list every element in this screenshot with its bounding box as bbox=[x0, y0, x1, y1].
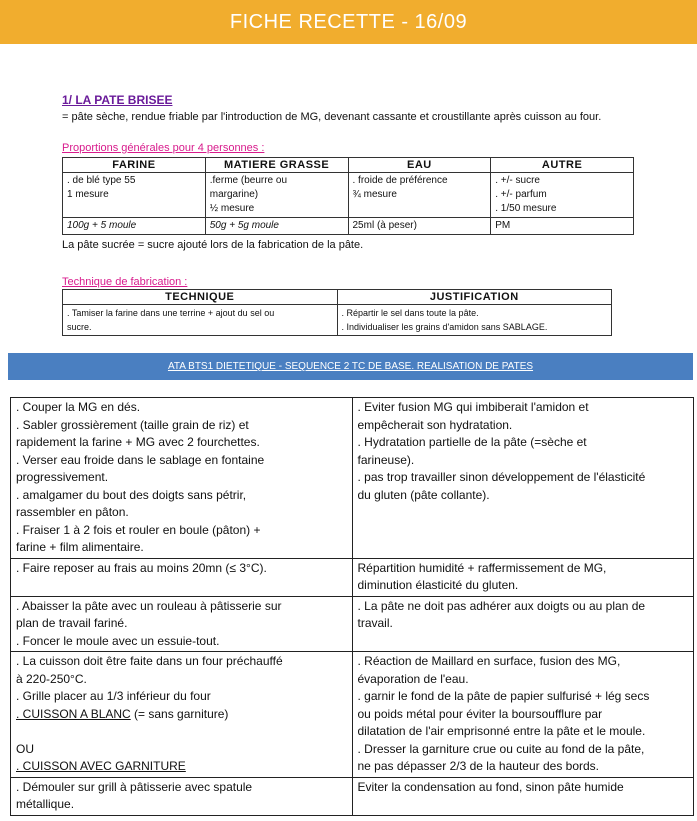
cell-mg bbox=[205, 173, 348, 218]
step-line: . Démouler sur grill à pâtisserie avec spatule bbox=[16, 779, 253, 794]
step-line: . Eviter fusion MG qui imbiberait l'amidon et bbox=[357, 400, 589, 414]
step-line: . Verser eau froide dans le sablage en fontaine bbox=[16, 452, 265, 467]
cell-farine bbox=[63, 173, 206, 218]
cell-line: . +/- sucre bbox=[495, 175, 540, 186]
step-line: . Couper la MG en dés. bbox=[16, 400, 141, 414]
step-line: . La cuisson doit être faite dans un four préchauffé bbox=[16, 654, 283, 668]
table-row bbox=[11, 558, 694, 596]
table-row bbox=[11, 596, 694, 652]
step-line: Eviter la condensation au fond, sinon pâte humide bbox=[357, 779, 624, 794]
col-header-technique: TECHNIQUE bbox=[63, 290, 338, 305]
table-row bbox=[11, 652, 694, 778]
steps-table bbox=[10, 397, 694, 816]
proportions-title: Proportions générales pour 4 personnes : bbox=[62, 142, 265, 154]
step-line: du gluten (pâte collante). bbox=[357, 487, 490, 502]
cell-line: sucre. bbox=[67, 322, 92, 332]
step-line: évaporation de l'eau. bbox=[357, 671, 469, 686]
col-header-eau: EAU bbox=[348, 158, 491, 173]
step-line: . Fraiser 1 à 2 fois et rouler en boule (pâton) + bbox=[16, 522, 261, 537]
step-line: à 220-250°C. bbox=[16, 671, 87, 686]
cell-line: . de blé type 55 bbox=[67, 175, 136, 186]
step-right bbox=[352, 558, 694, 596]
cell-line: ¾ mesure bbox=[352, 189, 397, 200]
step-line: . amalgamer du bout des doigts sans pétrir, bbox=[16, 487, 247, 502]
intro-text: = pâte sèche, rendue friable par l'introduction de MG, devenant cassante et croustillante après cuisson au four. bbox=[62, 111, 602, 123]
step-line: travail. bbox=[357, 616, 393, 630]
page-header: FICHE RECETTE - 16/09 bbox=[0, 0, 697, 44]
cell-autre bbox=[491, 173, 634, 218]
step-line: Répartition humidité + raffermissement de MG, bbox=[357, 560, 607, 575]
step-line: ne pas dépasser 2/3 de la hauteur des bords. bbox=[357, 759, 599, 773]
cell-mg-qty: 50g + 5g moule bbox=[205, 218, 348, 235]
step-line: . Dresser la garniture crue ou cuite au fond de la pâte, bbox=[357, 741, 645, 756]
step-line: . garnir le fond de la pâte de papier sulfurisé + lég secs bbox=[357, 689, 650, 703]
step-line: . Grille placer au 1/3 inférieur du four bbox=[16, 689, 211, 703]
table-row bbox=[11, 398, 694, 559]
section-band: ATA BTS1 DIETETIQUE - SEQUENCE 2 TC DE BASE. REALISATION DE PATES bbox=[8, 353, 693, 380]
step-line: . Foncer le moule avec un essuie-tout. bbox=[16, 633, 220, 648]
step-right bbox=[352, 596, 694, 652]
step-line: rapidement la farine + MG avec 2 fourchettes. bbox=[16, 435, 260, 449]
step-line: farineuse). bbox=[357, 452, 415, 467]
step-line: . Réaction de Maillard en surface, fusion des MG, bbox=[357, 654, 621, 668]
step-line: rassembler en pâton. bbox=[16, 505, 129, 519]
step-line: dilatation de l'air emprisonné entre la pâte et le moule. bbox=[357, 724, 646, 738]
step-line: . Sabler grossièrement (taille grain de riz) et bbox=[16, 417, 249, 432]
proportions-table bbox=[62, 157, 634, 235]
cell-line: . Répartir le sel dans toute la pâte. bbox=[341, 308, 479, 318]
cell-justification bbox=[337, 305, 612, 336]
cuisson-a-blanc-rest: (= sans garniture) bbox=[130, 706, 229, 721]
blank-line bbox=[16, 723, 347, 741]
cuisson-avec-garniture-label: . CUISSON AVEC GARNITURE bbox=[16, 759, 186, 773]
table-row bbox=[11, 777, 694, 815]
step-line: empêcherait son hydratation. bbox=[357, 417, 513, 432]
cell-eau bbox=[348, 173, 491, 218]
cell-line: margarine) bbox=[209, 189, 259, 200]
cell-autre-qty: PM bbox=[491, 218, 634, 235]
cell-line: . froide de préférence bbox=[352, 175, 448, 186]
step-line: . pas trop travailler sinon développement de l'élasticité bbox=[357, 470, 646, 484]
step-left bbox=[11, 652, 353, 778]
step-line: . Hydratation partielle de la pâte (=sèche et bbox=[357, 435, 587, 449]
step-line: OU bbox=[16, 741, 34, 756]
step-line: diminution élasticité du gluten. bbox=[357, 578, 519, 592]
step-line: métallique. bbox=[16, 797, 75, 811]
technique-table bbox=[62, 289, 612, 336]
cell-line: 1 mesure bbox=[67, 189, 109, 200]
cell-line: . Tamiser la farine dans une terrine + ajout du sel ou bbox=[67, 308, 275, 318]
step-line: . Abaisser la pâte avec un rouleau à pâtisserie sur bbox=[16, 598, 282, 613]
step-line: farine + film alimentaire. bbox=[16, 540, 144, 554]
technique-title: Technique de fabrication : bbox=[62, 276, 188, 288]
step-line: . La pâte ne doit pas adhérer aux doigts ou au plan de bbox=[357, 598, 646, 613]
section-title-pate-brisee: 1/ LA PATE BRISEE bbox=[62, 93, 173, 107]
step-line: ou poids métal pour éviter la boursoufflure par bbox=[357, 706, 603, 721]
col-header-farine: FARINE bbox=[63, 158, 206, 173]
step-left bbox=[11, 398, 353, 559]
cell-technique bbox=[63, 305, 338, 336]
col-header-justification: JUSTIFICATION bbox=[337, 290, 612, 305]
step-right bbox=[352, 398, 694, 559]
step-left bbox=[11, 777, 353, 815]
cuisson-a-blanc-label: . CUISSON A BLANC bbox=[16, 706, 131, 721]
step-left bbox=[11, 558, 353, 596]
step-right bbox=[352, 777, 694, 815]
cell-eau-qty: 25ml (à peser) bbox=[348, 218, 491, 235]
cell-farine-qty: 100g + 5 moule bbox=[63, 218, 206, 235]
step-line: progressivement. bbox=[16, 470, 109, 484]
cell-line: .ferme (beurre ou bbox=[209, 175, 288, 186]
step-right bbox=[352, 652, 694, 778]
col-header-matiere-grasse: MATIERE GRASSE bbox=[205, 158, 348, 173]
step-line: . Faire reposer au frais au moins 20mn (≤ 3°C). bbox=[16, 560, 267, 575]
cell-line: ½ mesure bbox=[209, 203, 255, 214]
pate-sucree-note: La pâte sucrée = sucre ajouté lors de la fabrication de la pâte. bbox=[62, 239, 364, 251]
cell-line: . 1/50 mesure bbox=[495, 203, 557, 214]
cell-line: . Individualiser les grains d'amidon sans SABLAGE. bbox=[341, 322, 548, 332]
cell-line: . +/- parfum bbox=[495, 189, 547, 200]
col-header-autre: AUTRE bbox=[491, 158, 634, 173]
step-line: plan de travail fariné. bbox=[16, 616, 128, 630]
step-line bbox=[16, 706, 347, 724]
step-left bbox=[11, 596, 353, 652]
